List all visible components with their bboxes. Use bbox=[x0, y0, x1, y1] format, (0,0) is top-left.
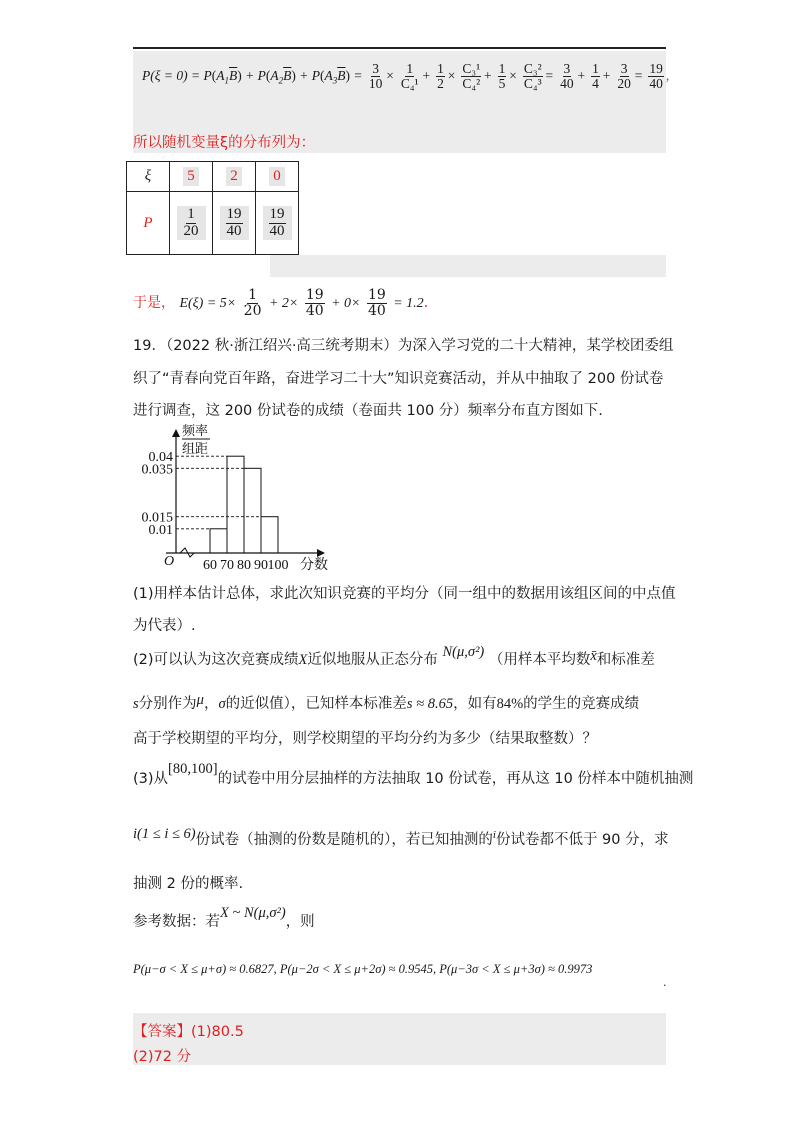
x-axis-label: 分数 bbox=[300, 557, 328, 573]
table-header-xi: ξ bbox=[127, 162, 170, 192]
answer-2: (2)72 分 bbox=[133, 1049, 192, 1065]
fraction: $\frac{19}{40}$ bbox=[649, 61, 663, 92]
y-axis-label-top: 频率 bbox=[182, 424, 209, 439]
fraction: $\frac{\text{C₃²}}{\text{C₄³}}$ bbox=[523, 61, 542, 92]
part1-line: (1)用样本估计总体，求此次知识竞赛的平均分（同一组中的数据用该组区间的中点值 bbox=[133, 586, 676, 602]
histogram-bar bbox=[261, 517, 278, 553]
y-axis-label-bottom: 组距 bbox=[182, 442, 209, 457]
x-tick-label: 60 bbox=[203, 558, 217, 573]
fraction: $\frac{1}{5}$ bbox=[498, 61, 506, 92]
table-cell: $\frac{19}{40}$ bbox=[213, 192, 256, 255]
fraction: $\frac{1}{2}$ bbox=[437, 61, 444, 92]
table-cell: $\frac{1}{20}$ bbox=[170, 192, 213, 255]
table-header-p: P bbox=[127, 192, 170, 255]
table-cell: 2 bbox=[213, 162, 256, 192]
question-line: 19．（2022 秋·浙江绍兴·高三统考期末）为深入学习党的二十大精神，某学校团委组 bbox=[133, 338, 674, 354]
reference-probabilities: P(μ−σ < X ≤ μ+σ) ≈ 0.6827, P(μ−2σ < X ≤ μ+2σ) ≈ 0.9545, P(μ−3σ < X ≤ μ+3σ) ≈ 0.9973 bbox=[133, 962, 593, 976]
fraction: $\frac{1}{4}$ bbox=[592, 61, 599, 92]
probability-equation: $P(\xi = 0) = P(A_1\overline{B}) + P(A_2\overline{B}) + P(A_3\overline{B})$ = $\frac{3}{10}$ × $\frac{1}{\text{C₄¹}}$ + $\frac{1}{2}$ × $\frac{\text{C₃¹}}{\text{C₄²}}$ + $\frac{1}{5}$ × $\frac{\text{C₃²}}{\text{C₄³}}$ = $\frac{3}{40}$ + $\frac{1}{4}$ + $\frac{3}{20}$ = $\frac{19}{40}$ , bbox=[142, 61, 670, 92]
distribution-intro: 所以随机变量ξ的分布列为： bbox=[133, 135, 316, 151]
solution-shade-2 bbox=[270, 255, 666, 277]
question-line: 织了“青春向党百年路，奋进学习二十大”知识竞赛活动，并从中抽取了 200 份试卷 bbox=[133, 371, 664, 387]
distribution-table bbox=[126, 161, 299, 255]
answer-1: 【答案】(1)80.5 bbox=[133, 1024, 244, 1040]
y-tick-label: 0.01 bbox=[148, 522, 173, 538]
part2-line: s分别作为μ，σ的近似值），已知样本标准差s ≈ 8.65，如有84%的学生的竞赛成绩 bbox=[133, 692, 640, 712]
histogram-bar bbox=[244, 468, 261, 553]
part3-line: 抽测 2 份的概率. bbox=[133, 876, 244, 892]
fraction: $\frac{3}{10}$ bbox=[368, 61, 383, 92]
y-axis-arrow bbox=[172, 429, 180, 437]
x-tick-label: 70 bbox=[220, 558, 234, 573]
table-cell: 0 bbox=[256, 162, 299, 192]
part1-line: 为代表）. bbox=[133, 618, 196, 634]
fraction: $\frac{\text{C₃¹}}{\text{C₄²}}$ bbox=[462, 61, 481, 92]
frequency-histogram bbox=[132, 423, 332, 573]
part3-line: i(1 ≤ i ≤ 6)份试卷（抽测的份数是随机的），若已知抽测的$^i$份试卷都不低于 90 分，求 bbox=[133, 826, 669, 848]
histogram-bar bbox=[210, 529, 227, 553]
y-tick-label: 0.015 bbox=[141, 510, 173, 526]
part2-line: (2)可以认为这次竞赛成绩X近似地服从正态分布 N(μ,σ²) （用样本平均数x̄和标准差 bbox=[133, 644, 655, 668]
reference-line: 参考数据：若X ~ N(μ,σ²)，则 bbox=[133, 905, 315, 930]
part2-line: 高于学校期望的平均分，则学校期望的平均分约为多少（结果取整数）？ bbox=[133, 731, 597, 747]
question-line: 进行调查，这 200 份试卷的成绩（卷面共 100 分）频率分布直方图如下. bbox=[133, 403, 603, 419]
y-tick-label: 0.04 bbox=[148, 450, 173, 466]
y-tick-label: 0.035 bbox=[141, 462, 173, 478]
part3-line: (3)从[80,100]的试卷中用分层抽样的方法抽取 10 份试卷，再从这 10 份样本中随机抽测 bbox=[133, 761, 694, 787]
x-tick-label: 100 bbox=[267, 558, 289, 573]
x-tick-label: 90 bbox=[254, 558, 268, 573]
table-cell: 5 bbox=[170, 162, 213, 192]
reference-dot: . bbox=[663, 976, 667, 989]
fraction: $\frac{3}{40}$ bbox=[560, 61, 574, 92]
x-tick-label: 80 bbox=[237, 558, 251, 573]
fraction: $\frac{1}{\text{C₄¹}}$ bbox=[400, 61, 419, 92]
fraction: $\frac{3}{20}$ bbox=[617, 61, 631, 92]
table-cell: $\frac{19}{40}$ bbox=[256, 192, 299, 255]
x-axis-arrow bbox=[317, 549, 325, 557]
header-rule bbox=[133, 47, 666, 49]
histogram-bar bbox=[227, 456, 244, 553]
expectation-line: 于是， E(ξ) = 5× $\frac{1}{20}$ + 2× $\frac{19}{40}$ + 0× $\frac{19}{40}$ = 1.2. bbox=[133, 287, 429, 319]
origin-label: O bbox=[164, 554, 175, 569]
